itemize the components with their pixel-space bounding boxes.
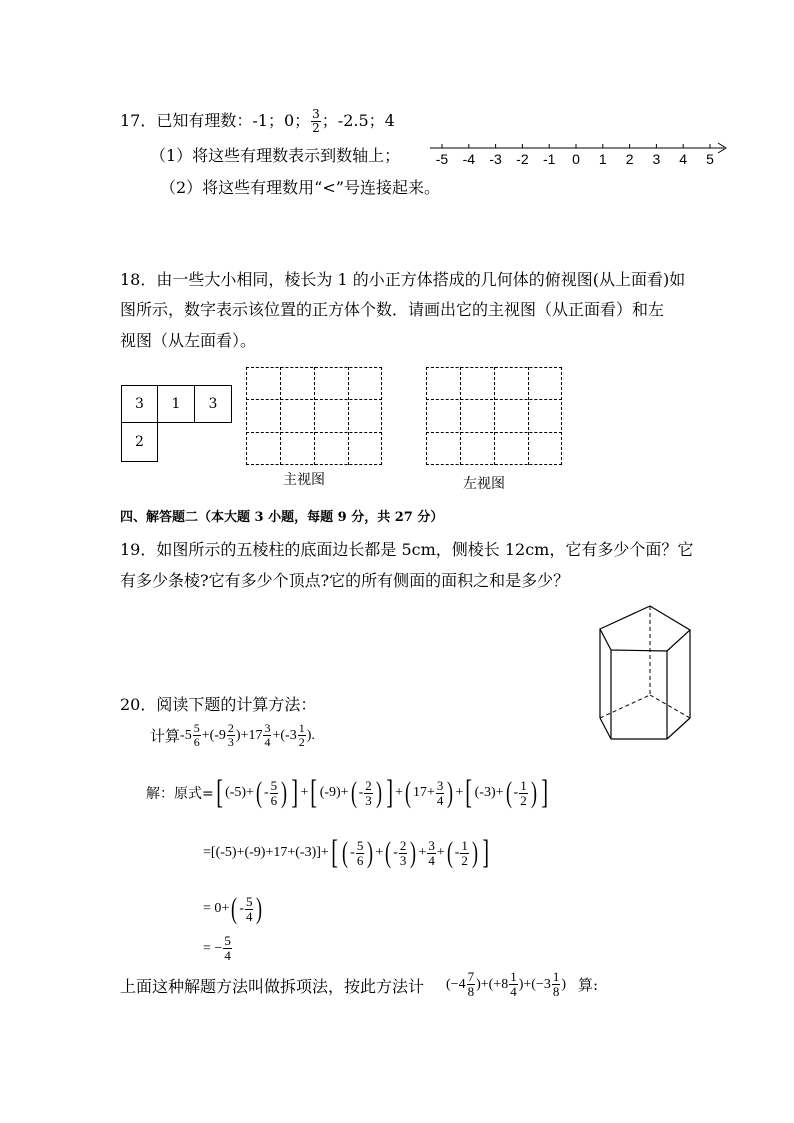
calc-label: 计算 [150, 727, 181, 745]
number-line [428, 138, 733, 170]
q20-solution-line1: 解：原式= [ (- 5 )+ ( - $\frac{5}{6}$ ) ] + [ (- 9 )+ ( - $\frac{2}{3}$ ) ] + ( 17 + $\frac{3}{4}$ ) + [ (- 3 )+ ( - $\frac{1}{2}$ ) ] [146, 774, 548, 811]
q19-line2: 有多少条棱?它有多少个顶点?它的所有侧面的面积之和是多少？ [120, 571, 570, 590]
q17-fraction: $\frac{3}{2}$ [312, 107, 320, 135]
number-line-label: 1 [598, 151, 607, 167]
number-line-label: -5 [435, 151, 449, 167]
q20-solution-line2: = [(- 5 )+(- 9 )+ 17 +(- 3 )]+ [ ( - $\frac{5}{6}$ ) + ( - $\frac{2}{3}$ ) + $\frac{3}{4}$ + ( - $\frac{1}{2}$ ) ] [203, 834, 489, 871]
top-view-cell-1: 3 [121, 385, 158, 423]
number-line-label: -1 [542, 151, 556, 167]
number-line-label: -3 [489, 151, 502, 167]
number-line-label: 4 [679, 151, 688, 167]
front-view-grid [246, 367, 382, 465]
q19-line1: 19．如图所示的五棱柱的底面边长都是 5cm，侧棱长 12cm，它有多少个面？它 [120, 540, 694, 559]
q20-last-line: 上面这种解题方法叫做拆项法，按此方法计 [120, 977, 425, 996]
pentagonal-prism-figure [590, 598, 700, 746]
q17-part2: （2）将这些有理数用“<”号连接起来。 [160, 178, 440, 197]
section4-title: 四、解答题二（本大题 3 小题，每题 9 分，共 27 分） [120, 510, 444, 525]
q17-suffix: ；-2.5；4 [321, 111, 395, 130]
q18-line3: 视图（从左面看）。 [120, 331, 257, 350]
q20-line1: 20．阅读下题的计算方法： [120, 695, 317, 714]
q17-prefix: 17．已知有理数：-1；0； [120, 111, 311, 130]
q20-last-suffix: 算: [577, 976, 599, 994]
top-view-cell-2: 1 [157, 385, 195, 423]
top-view-cell-4: 2 [121, 422, 158, 462]
q20-calc-expression: 计算 - 5 $\frac{5}{6}$ +(- 9 $\frac{2}{3}$ )+ 17 $\frac{3}{4}$ +(- 3 $\frac{1}{2}$ ). [150, 721, 315, 749]
q17-text [120, 108, 395, 135]
front-view-label: 主视图 [283, 471, 325, 487]
q20-solution-line4: = − $\frac{5}{4}$ [203, 933, 231, 963]
solution-label: 解：原式= [146, 786, 214, 802]
number-line-label: 5 [706, 151, 714, 167]
q17-part1: （1）将这些有理数表示到数轴上； [150, 146, 401, 165]
q20-solution-line3: = 0+ ( - $\frac{5}{4}$ ) [203, 892, 263, 925]
q18-line2: 图所示，数字表示该位置的正方体个数．请画出它的主视图（从正面看）和左 [120, 300, 665, 319]
number-line-label: -4 [462, 151, 476, 167]
left-view-label: 左视图 [463, 475, 505, 491]
number-line-label: -2 [516, 151, 529, 167]
q18-line1: 18．由一些大小相同，棱长为 1 的小正方体搭成的几何体的俯视图(从上面看)如 [120, 270, 686, 289]
number-line-label: 2 [625, 151, 634, 167]
top-view-cell-3: 3 [194, 385, 232, 423]
q20-exercise-expression: (− 4 $\frac{7}{8}$ )+(+ 8 $\frac{1}{4}$ )+(− 3 $\frac{1}{8}$ ) 算: [446, 969, 599, 999]
left-view-grid [426, 367, 562, 465]
number-line-label: 3 [652, 151, 661, 167]
number-line-label: 0 [572, 151, 580, 167]
